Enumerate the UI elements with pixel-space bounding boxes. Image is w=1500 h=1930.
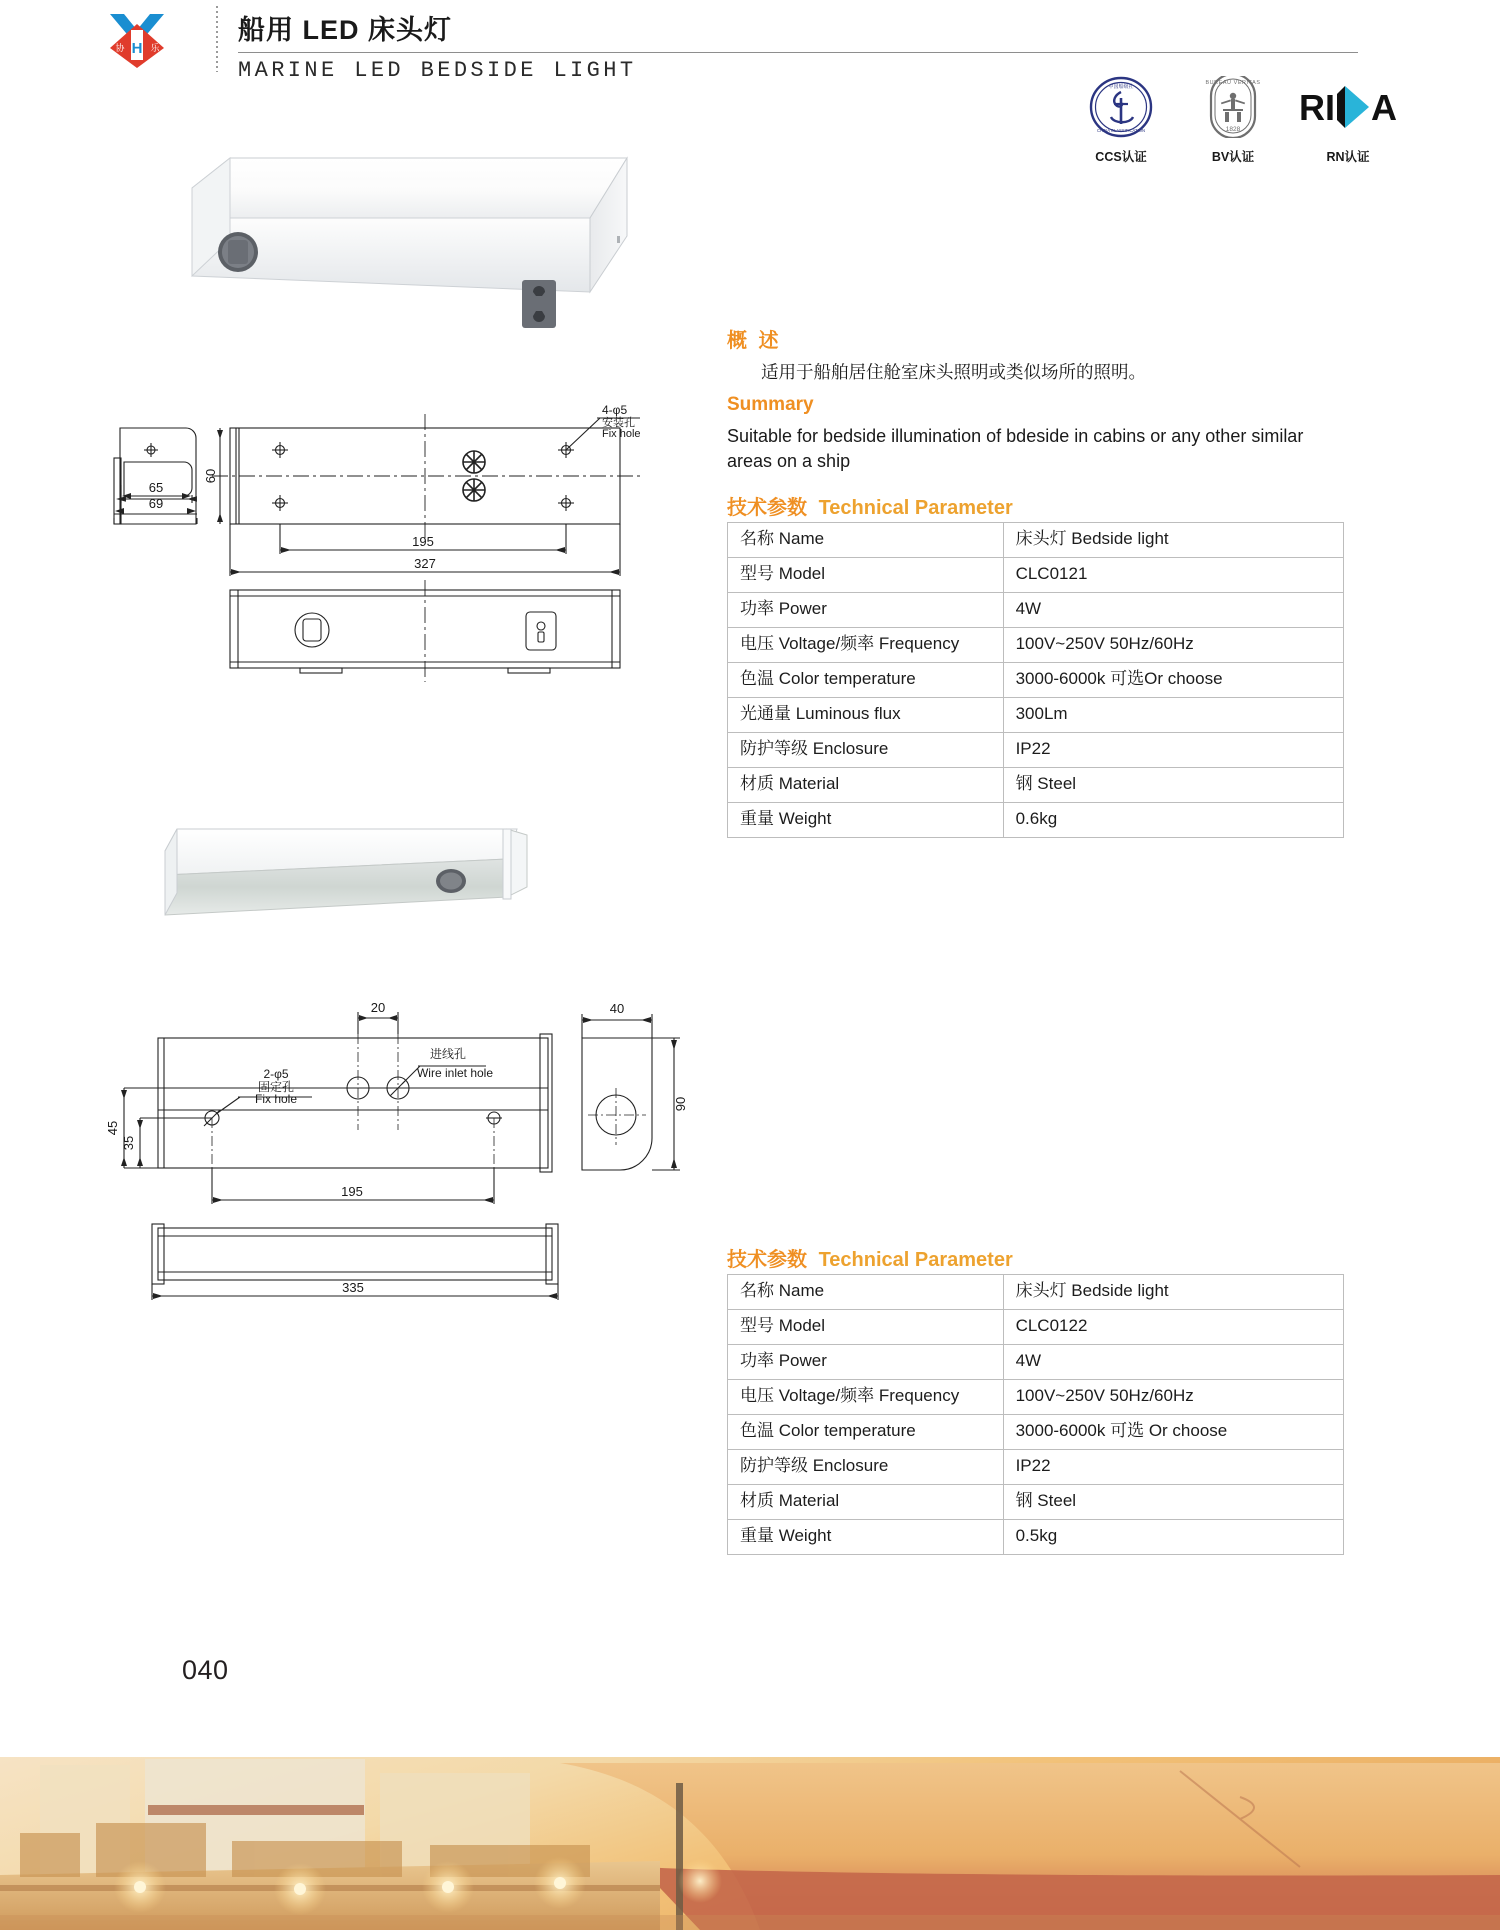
table-row bbox=[728, 1450, 1344, 1485]
table-row bbox=[728, 558, 1344, 593]
table-row bbox=[728, 1520, 1344, 1555]
page-title-en: MARINE LED BEDSIDE LIGHT bbox=[238, 58, 637, 83]
socket-outlet-icon bbox=[522, 280, 556, 328]
table-row bbox=[728, 733, 1344, 768]
table-row bbox=[728, 593, 1344, 628]
rocker-switch-icon bbox=[436, 869, 466, 893]
spec-value: 100V~250V 50Hz/60Hz bbox=[1003, 628, 1343, 663]
spec-value: 床头灯 Bedside light bbox=[1003, 523, 1343, 558]
table-row bbox=[728, 1275, 1344, 1310]
spec-value: 床头灯 Bedside light bbox=[1003, 1275, 1343, 1310]
tech-param-heading-en-2: Technical Parameter bbox=[818, 1249, 1013, 1271]
dim-195: 195 bbox=[412, 534, 434, 549]
bv-year: 1828 bbox=[1225, 126, 1241, 133]
spec-value: 0.5kg bbox=[1003, 1520, 1343, 1555]
callout-en-2: Fix hole bbox=[254, 1092, 298, 1106]
dim-69: 69 bbox=[148, 496, 164, 511]
technical-drawing-clc0121 bbox=[100, 400, 680, 690]
spec-value: IP22 bbox=[1003, 1450, 1343, 1485]
dim-35: 35 bbox=[121, 1135, 136, 1151]
table-row bbox=[728, 803, 1344, 838]
spec-value: 4W bbox=[1003, 593, 1343, 628]
spec-value: 4W bbox=[1003, 1345, 1343, 1380]
svg-text:协: 协 bbox=[115, 43, 125, 53]
spec-key: 色温 Color temperature bbox=[728, 1415, 1004, 1450]
dim-335: 335 bbox=[342, 1280, 364, 1295]
callout-spec-2: 2-φ5 bbox=[263, 1067, 289, 1081]
svg-text:RI: RI bbox=[1299, 87, 1335, 128]
spec-key: 名称 Name bbox=[728, 1275, 1004, 1310]
spec-key: 功率 Power bbox=[728, 1345, 1004, 1380]
spec-key: 重量 Weight bbox=[728, 803, 1004, 838]
dim-40: 40 bbox=[609, 1001, 625, 1016]
rina-logo-icon bbox=[1293, 76, 1403, 138]
table-row bbox=[728, 1310, 1344, 1345]
spec-value: 3000-6000k 可选 Or choose bbox=[1003, 1415, 1343, 1450]
dim-45: 45 bbox=[105, 1120, 120, 1136]
spec-value: IP22 bbox=[1003, 733, 1343, 768]
svg-text:中国船级社: 中国船级社 bbox=[1108, 84, 1134, 90]
spec-value: 3000-6000k 可选Or choose bbox=[1003, 663, 1343, 698]
tech-param-heading-cn-2: 技术参数 bbox=[727, 1249, 807, 1271]
overview-heading-cn: 概 述 bbox=[727, 330, 782, 352]
svg-text:BUREAU VERITAS: BUREAU VERITAS bbox=[1205, 80, 1261, 86]
table-row bbox=[728, 628, 1344, 663]
spec-key: 防护等级 Enclosure bbox=[728, 1450, 1004, 1485]
spec-key: 功率 Power bbox=[728, 593, 1004, 628]
svg-text:H: H bbox=[131, 40, 143, 57]
certification-bv bbox=[1185, 76, 1281, 165]
dim-90: 90 bbox=[673, 1096, 688, 1112]
callout-cn-2: 固定孔 bbox=[257, 1080, 295, 1094]
callout-cn-3: 进线孔 bbox=[429, 1047, 467, 1061]
certification-ccs-label: CCS认证 bbox=[1095, 150, 1147, 164]
product-photo-clc0122 bbox=[155, 815, 555, 930]
overview-body-cn: 适用于船舶居住舱室床头照明或类似场所的照明。 bbox=[761, 362, 1146, 382]
spec-key: 防护等级 Enclosure bbox=[728, 733, 1004, 768]
svg-text:CHINA CLASSIFICATION: CHINA CLASSIFICATION bbox=[1096, 128, 1146, 133]
dim-20: 20 bbox=[370, 1000, 386, 1015]
spec-key: 电压 Voltage/频率 Frequency bbox=[728, 628, 1004, 663]
summary-body-en: Suitable for bedside illumination of bdeside in cabins or any other similar areas on a ship bbox=[727, 426, 1304, 471]
spec-value: CLC0121 bbox=[1003, 558, 1343, 593]
spec-table-clc0121 bbox=[727, 522, 1344, 838]
dim-60: 60 bbox=[203, 468, 218, 484]
table-row bbox=[728, 1345, 1344, 1380]
certification-bv-label: BV认证 bbox=[1211, 150, 1255, 164]
table-row bbox=[728, 768, 1344, 803]
certification-ccs bbox=[1073, 76, 1169, 165]
spec-value: 0.6kg bbox=[1003, 803, 1343, 838]
spec-value: 300Lm bbox=[1003, 698, 1343, 733]
callout-en-1: Fix hole bbox=[602, 428, 641, 440]
spec-value: 钢 Steel bbox=[1003, 768, 1343, 803]
table-row bbox=[728, 523, 1344, 558]
technical-drawing-clc0122 bbox=[100, 1000, 700, 1300]
spec-key: 型号 Model bbox=[728, 1310, 1004, 1345]
dim-195-b: 195 bbox=[341, 1184, 363, 1199]
tech-param-heading-1 bbox=[727, 491, 1013, 520]
callout-cn-1: 安装孔 bbox=[602, 417, 635, 429]
spec-value: 钢 Steel bbox=[1003, 1485, 1343, 1520]
certification-rina-label: RN认证 bbox=[1326, 150, 1370, 164]
spec-key: 名称 Name bbox=[728, 523, 1004, 558]
spec-key: 型号 Model bbox=[728, 558, 1004, 593]
product-photo-clc0121 bbox=[160, 140, 630, 340]
callout-en-3: Wire inlet hole bbox=[416, 1066, 494, 1080]
spec-key: 材质 Material bbox=[728, 1485, 1004, 1520]
spec-value: 100V~250V 50Hz/60Hz bbox=[1003, 1380, 1343, 1415]
table-row bbox=[728, 1415, 1344, 1450]
table-row bbox=[728, 663, 1344, 698]
rocker-switch-icon bbox=[218, 232, 258, 272]
company-logo bbox=[98, 8, 176, 70]
ccs-seal-icon bbox=[1073, 76, 1169, 138]
tech-param-heading-cn-1: 技术参数 bbox=[727, 497, 807, 519]
certification-rina bbox=[1300, 76, 1396, 165]
header-divider bbox=[216, 6, 218, 72]
spec-value: CLC0122 bbox=[1003, 1310, 1343, 1345]
summary-heading-en: Summary bbox=[727, 394, 814, 415]
svg-text:A: A bbox=[1371, 87, 1397, 128]
spec-table-clc0122 bbox=[727, 1274, 1344, 1555]
page-number: 040 bbox=[182, 1655, 229, 1685]
page-title-cn: 船用 LED 床头灯 bbox=[238, 15, 453, 45]
tech-param-heading-en-1: Technical Parameter bbox=[818, 497, 1013, 519]
page-header bbox=[0, 0, 1500, 164]
svg-text:乐: 乐 bbox=[150, 43, 160, 53]
spec-key: 重量 Weight bbox=[728, 1520, 1004, 1555]
table-row bbox=[728, 1485, 1344, 1520]
dim-65: 65 bbox=[148, 480, 164, 495]
bv-seal-icon bbox=[1185, 76, 1281, 138]
dim-327: 327 bbox=[414, 556, 436, 571]
spec-key: 材质 Material bbox=[728, 768, 1004, 803]
tech-param-heading-2 bbox=[727, 1243, 1013, 1272]
spec-key: 色温 Color temperature bbox=[728, 663, 1004, 698]
callout-spec-1: 4-φ5 bbox=[602, 403, 628, 417]
footer-banner-image bbox=[0, 1757, 1500, 1930]
spec-key: 电压 Voltage/频率 Frequency bbox=[728, 1380, 1004, 1415]
spec-key: 光通量 Luminous flux bbox=[728, 698, 1004, 733]
table-row bbox=[728, 1380, 1344, 1415]
table-row bbox=[728, 698, 1344, 733]
title-rule bbox=[238, 52, 1358, 53]
